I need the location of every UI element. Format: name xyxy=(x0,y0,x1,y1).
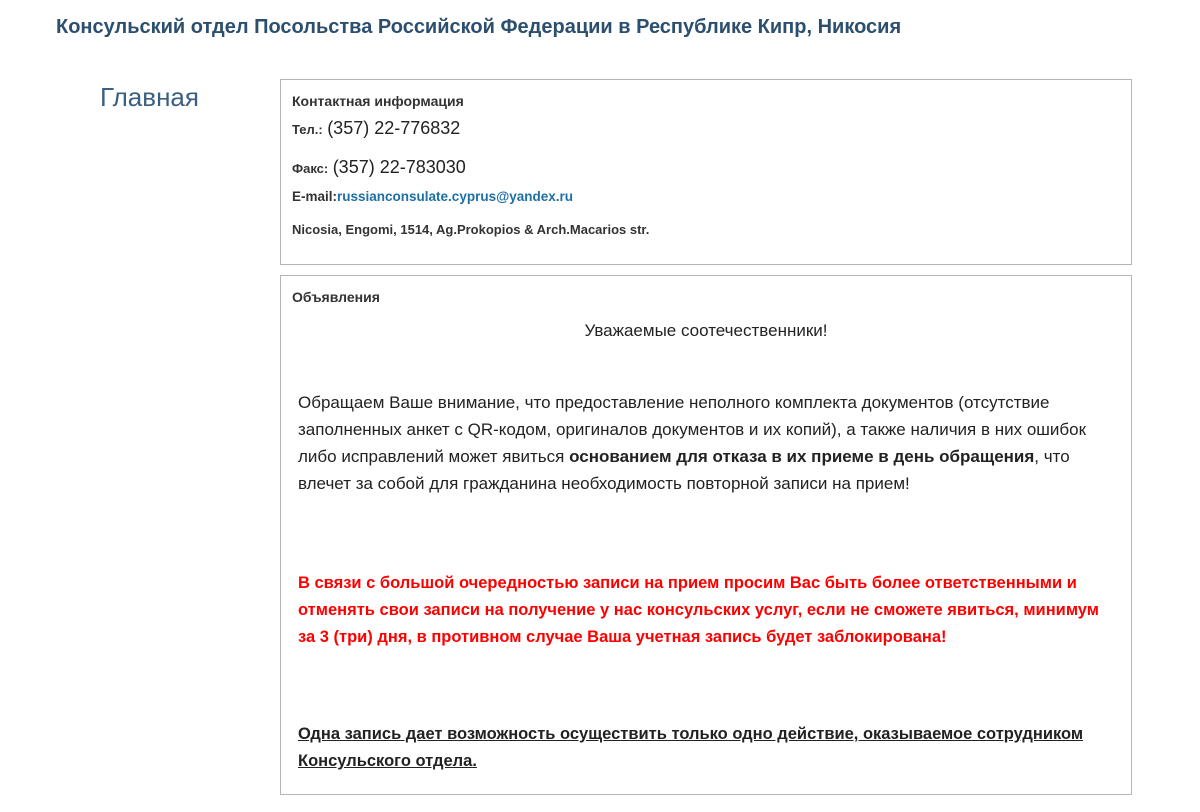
contact-info-panel xyxy=(280,79,1132,265)
nav-link-home[interactable]: Главная xyxy=(100,82,199,112)
email-label: E-mail: xyxy=(292,189,338,204)
announcement-note: Одна запись дает возможность осуществить только одно действие, оказываемое сотрудником Консульского отдела. xyxy=(298,725,1084,770)
page-title: Консульский отдел Посольства Российской Федерации в Республике Кипр, Никосия xyxy=(56,16,902,38)
phone-value: (357) 22-776832 xyxy=(327,118,461,138)
phone-label: Тел.: xyxy=(292,122,323,137)
announcements-heading: Объявления xyxy=(292,289,380,305)
phone-row xyxy=(292,118,460,139)
announcement-documents-notice xyxy=(298,389,1104,497)
address: Nicosia, Engomi, 1514, Ag.Prokopios & Arch.Macarios str. xyxy=(292,222,650,237)
announcements-panel xyxy=(280,275,1132,795)
fax-label: Факс: xyxy=(292,161,329,176)
email-row xyxy=(292,188,573,206)
contact-heading: Контактная информация xyxy=(292,93,464,109)
notice-text-bold: основанием для отказа в их приеме в день обращения xyxy=(569,447,1035,466)
email-link[interactable]: russianconsulate.cyprus@yandex.ru xyxy=(337,189,574,204)
announcement-warning: В связи с большой очередностью записи на прием просим Вас быть более ответственными и отменять свои записи на получение у нас консульских услуг, если не сможете явиться, минимум за 3 (три) дня, в противном случае Ваша учетная запись будет заблокирована! xyxy=(298,574,1099,646)
notice-text-end: , что влечет за собой для гражданина необходимость повторной записи на прием! xyxy=(298,447,1070,493)
announcement-greeting: Уважаемые соотечественники! xyxy=(584,321,828,340)
fax-row xyxy=(292,157,466,178)
fax-value: (357) 22-783030 xyxy=(332,157,466,177)
notice-text-start: Обращаем Ваше внимание, что предоставление неполного комплекта документов (отсутствие заполненных анкет с QR-кодом, оригиналов документов и их копий), а также наличия в них ошибок либо исправлений может явиться xyxy=(298,393,1087,466)
